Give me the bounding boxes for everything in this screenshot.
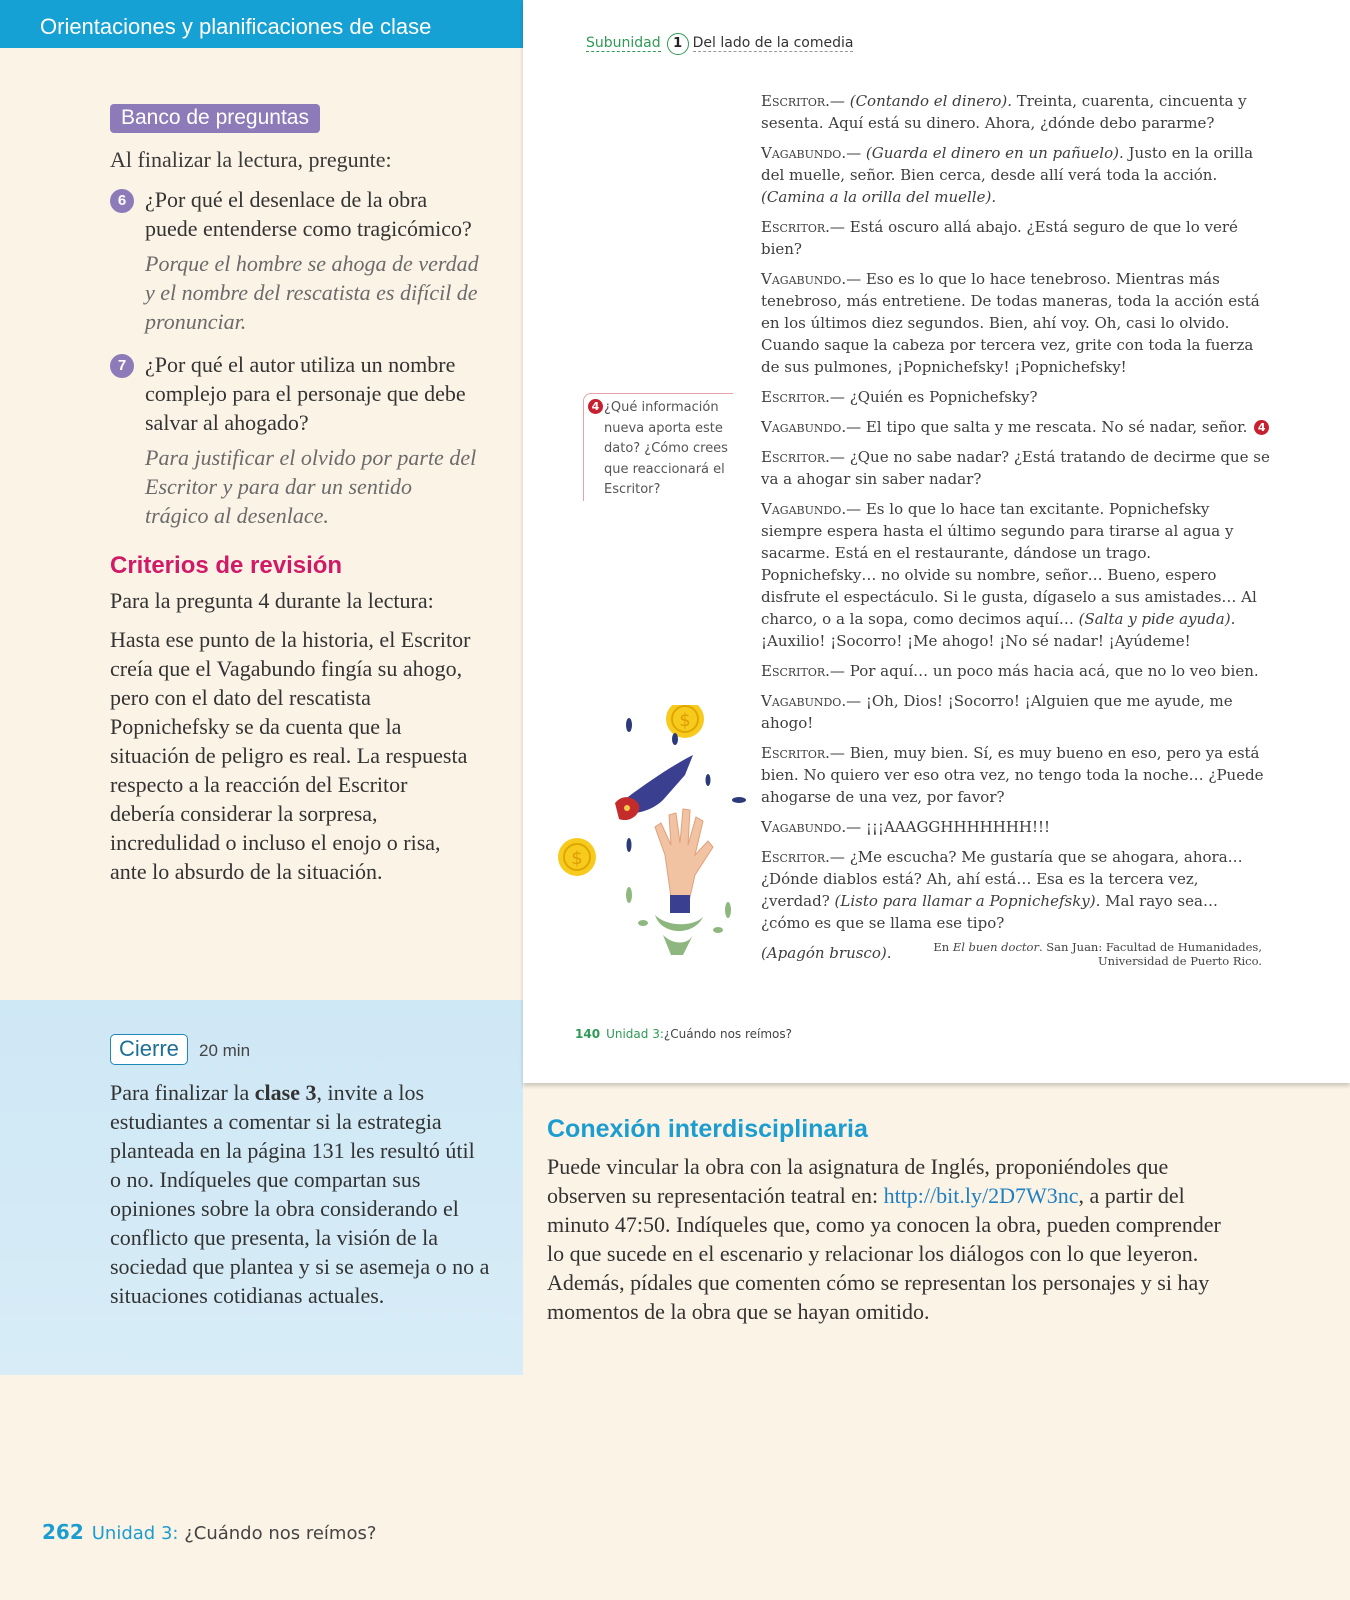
- cierre-text: [110, 1078, 490, 1310]
- margin-note-text: ¿Qué información nueva aporta este dato? ¿Cómo crees que reaccionará el Escritor?: [604, 400, 728, 497]
- dialogue-speaker: Vagabundo.—: [761, 500, 862, 518]
- stage-direction: (Apagón brusco).: [761, 944, 892, 962]
- dialogue-text: Eso es lo que lo hace tenebroso. Mientras más tenebroso, más entretiene. De todas maneras, toda la acción está en los últimos diez segundos. Bien, ahí voy. Oh, casi lo olvido. Cuando saque la cabeza por tercera vez, grite con toda la fuerza de sus pulmones, ¡Popnichefsky! ¡Popnichefsky!: [761, 270, 1260, 376]
- citation-prefix: En: [933, 940, 953, 954]
- dialogue-speaker: Vagabundo.—: [761, 270, 862, 288]
- question-text: ¿Por qué el autor utiliza un nombre complejo para el personaje que debe salvar al ahogado?: [145, 352, 466, 435]
- question-item: [110, 350, 480, 530]
- dialogue-line: [761, 816, 1271, 838]
- dialogue-speaker: Escritor.—: [761, 848, 845, 866]
- stage-direction: (Camina a la orilla del muelle).: [761, 188, 997, 206]
- dialogue-speaker: Escritor.—: [761, 92, 845, 110]
- falling-shoe-icon: [615, 755, 693, 820]
- criterios-intro: Para la pregunta 4 durante la lectura:: [110, 588, 434, 613]
- video-link[interactable]: http://bit.ly/2D7W3nc: [883, 1183, 1079, 1208]
- question-text: ¿Por qué el desenlace de la obra puede entenderse como tragicómico?: [145, 187, 472, 241]
- dialogue-line: [761, 690, 1271, 734]
- dialogue-speaker: Escritor.—: [761, 662, 845, 680]
- svg-text:$: $: [571, 848, 583, 869]
- citation-publisher: . San Juan: Facultad de Humanidades,: [1038, 940, 1262, 954]
- dialogue-text: Bien, muy bien. Sí, es muy bueno en eso, pero ya está bien. No quiero ver eso otra vez, no tengo toda la noche… ¿Puede ahogarse de una vez, por favor?: [761, 744, 1264, 806]
- dialogue-line: [761, 90, 1271, 134]
- criterios-title: Criterios de revisión: [110, 552, 343, 579]
- dialogue-text: ¿Me escucha? Me gustaría que se ahogara, ahora… ¿Dónde diablos está? Ah, ahí está… Esa es la tercera vez, ¿verdad?: [761, 848, 1243, 910]
- question-number-badge: 6: [110, 189, 134, 213]
- dialogue-line: [761, 416, 1271, 438]
- dialogue-speaker: Escritor.—: [761, 218, 845, 236]
- dialogue-line: [761, 446, 1271, 490]
- citation-title: El buen doctor: [952, 940, 1039, 954]
- subunit-title: Del lado de la comedia: [692, 35, 854, 51]
- book-page-footer: [575, 1027, 792, 1041]
- dialogue-speaker: Vagabundo.—: [761, 692, 862, 710]
- dialogue-line: [761, 142, 1271, 208]
- dialogue-text: Es lo que lo hace tan excitante. Popnichefsky siempre espera hasta el último segundo para tirarse al agua y sacarme. Está en el restaurante, dándose un trago. Popnichefsky… no olvide su nombre, señor… Bueno, espero disfrute el espectáculo. Si le gusta, dígaselo a sus amistades… Al charco, o a la sopa, como decimos aquí…: [761, 500, 1257, 628]
- play-dialogue: [761, 90, 1271, 972]
- unit-label: Unidad 3:: [91, 1523, 179, 1544]
- conexion-text: [547, 1152, 1237, 1326]
- dialogue-speaker: Escritor.—: [761, 388, 845, 406]
- stage-direction: (Listo para llamar a Popnichefsky).: [834, 892, 1101, 910]
- subunit-number-badge: 1: [667, 33, 689, 55]
- dialogue-text: Justo en la orilla del muelle, señor. Bien cerca, desde allí verá toda la acción.: [761, 144, 1254, 184]
- cierre-label: Cierre: [110, 1034, 188, 1065]
- book-unit-title: ¿Cuándo nos reímos?: [663, 1027, 793, 1041]
- question-item: [110, 185, 480, 336]
- dialogue-text: El tipo que salta y me rescata. No sé nadar, señor.: [861, 418, 1248, 436]
- dialogue-line: [761, 268, 1271, 378]
- criterios-text: Hasta ese punto de la historia, el Escritor creía que el Vagabundo fingía su ahogo, pero con el dato del rescatista Popnichefsky se da cuenta que la situación de peligro es real. La respuesta respecto a la reacción del Escritor debería considerar la sorpresa, incredulidad o incluso el enojo o risa, ante lo absurdo de la situación.: [110, 627, 471, 884]
- section-header-title: Orientaciones y planificaciones de clase: [40, 14, 432, 39]
- dialogue-text: Por aquí… un poco más hacia acá, que no lo veo bien.: [844, 662, 1259, 680]
- dialogue-line: [761, 386, 1271, 408]
- section-header: [0, 0, 523, 48]
- cierre-text-start: Para finalizar la: [110, 1080, 255, 1105]
- cierre-time: 20 min: [199, 1041, 251, 1060]
- dialogue-line: [761, 660, 1271, 682]
- dialogue-text: Treinta, cuarenta, cincuenta y sesenta. Aquí está su dinero. Ahora, ¿dónde debo pararme?: [761, 92, 1247, 132]
- banco-preguntas-label: Banco de preguntas: [110, 104, 320, 133]
- cierre-header: [110, 1034, 250, 1065]
- question-marker-badge: 4: [1254, 420, 1269, 435]
- book-page-number: 140: [575, 1027, 601, 1041]
- subunit-heading: [586, 33, 853, 55]
- dialogue-speaker: Escritor.—: [761, 744, 845, 762]
- subunit-label: Subunidad: [586, 35, 661, 51]
- conexion-text-start: Puede vincular la obra con la asignatura de Inglés, proponiéndoles que observen su representación teatral en:: [547, 1154, 1169, 1208]
- question-answer: Para justificar el olvido por parte del Escritor y para dar un sentido trágico al desenlace.: [145, 445, 477, 528]
- margin-question-note: [583, 393, 733, 501]
- dialogue-speaker: Vagabundo.—: [761, 818, 862, 836]
- dialogue-text: Está oscuro allá abajo. ¿Está seguro de que lo veré bien?: [761, 218, 1238, 258]
- banco-intro: Al finalizar la lectura, pregunte:: [110, 147, 392, 172]
- book-unit-label: Unidad 3:: [606, 1027, 664, 1041]
- conexion-title: Conexión interdisciplinaria: [547, 1115, 868, 1143]
- coin-icon: [558, 838, 596, 876]
- drowning-illustration: [543, 705, 763, 995]
- stage-direction: (Guarda el dinero en un pañuelo).: [865, 144, 1124, 162]
- conexion-text-end: , a partir del minuto 47:50. Indíqueles que, como ya conocen la obra, pueden comprender lo que sucede en el escenario y relacionar los diálogos con lo que leyeron. Además, pídales que comenten cómo se representan los personajes y si hay momentos de la obra que se hayan omitido.: [547, 1183, 1221, 1324]
- page-footer: [42, 1520, 376, 1544]
- stage-direction: (Salta y pide ayuda).: [1078, 610, 1236, 628]
- dialogue-speaker: Vagabundo.—: [761, 418, 862, 436]
- page-number: 262: [42, 1520, 84, 1544]
- question-number-badge: 7: [110, 354, 134, 378]
- source-citation: [933, 940, 1262, 968]
- dialogue-text: ¡Oh, Dios! ¡Socorro! ¡Alguien que me ayude, me ahogo!: [761, 692, 1233, 732]
- dialogue-line: [761, 846, 1271, 934]
- conexion-section: [547, 1115, 1237, 1326]
- coin-icon: [666, 705, 704, 738]
- question-marker-badge: 4: [588, 399, 603, 414]
- cierre-text-end: , invite a los estudiantes a comentar si la estrategia planteada en la página 131 les resultó útil o no. Indíqueles que compartan sus opiniones sobre la obra considerando el conflicto que presenta, la visión de la sociedad que plantea y si se asemeja o no a situaciones cotidianas actuales.: [110, 1080, 490, 1308]
- svg-text:$: $: [679, 710, 691, 731]
- dialogue-text: ¡¡¡AAAGGHHHHHHH!!!: [861, 818, 1051, 836]
- dialogue-line: [761, 742, 1271, 808]
- student-book-page: [523, 0, 1350, 1083]
- dialogue-text: ¿Que no sabe nadar? ¿Está tratando de decirme que se va a ahogar sin saber nadar?: [761, 448, 1270, 488]
- dialogue-text: ¿Quién es Popnichefsky?: [844, 388, 1038, 406]
- dialogue-line: [761, 216, 1271, 260]
- dialogue-line: [761, 498, 1271, 652]
- dialogue-speaker: Escritor.—: [761, 448, 845, 466]
- stage-direction: (Contando el dinero).: [849, 92, 1012, 110]
- question-answer: Porque el hombre se ahoga de verdad y el nombre del rescatista es difícil de pronunciar.: [145, 251, 479, 334]
- unit-title: ¿Cuándo nos reímos?: [184, 1523, 377, 1544]
- dialogue-speaker: Vagabundo.—: [761, 144, 862, 162]
- left-column: [110, 104, 480, 886]
- dialogue-text: Mal rayo sea… ¿cómo es que se llama ese tipo?: [761, 892, 1218, 932]
- cierre-text-bold: clase 3: [254, 1080, 317, 1105]
- dialogue-text: ¡Auxilio! ¡Socorro! ¡Me ahogo! ¡No sé nadar! ¡Ayúdeme!: [761, 632, 1191, 650]
- raised-hand-icon: [655, 809, 713, 913]
- citation-institution: Universidad de Puerto Rico.: [1097, 954, 1262, 968]
